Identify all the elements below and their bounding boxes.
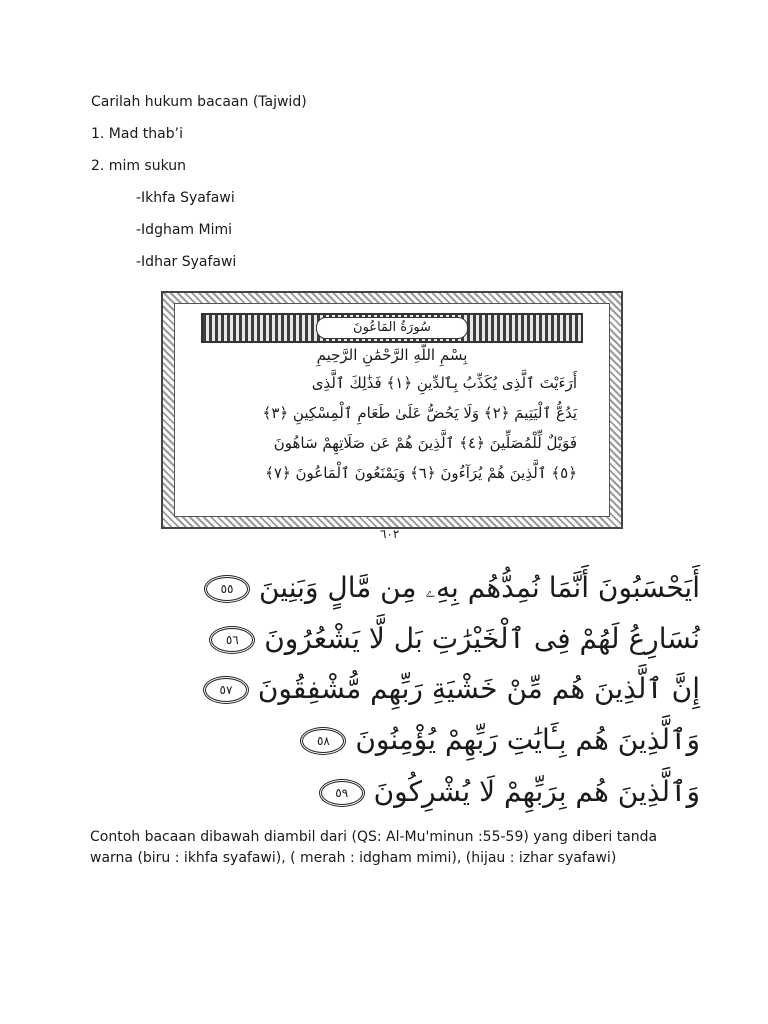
ayah-number-marker: ٥٥ bbox=[204, 575, 250, 603]
sub-idhar-syafawi: -Idhar Syafawi bbox=[136, 254, 237, 270]
item-mad-thabi: 1. Mad thab’i bbox=[91, 126, 183, 142]
surah-verse-line: أَرَءَيْتَ ٱلَّذِى يُكَذِّبُ بِٱلدِّينِ ﴿١﴾ فَذَٰلِكَ ٱلَّذِى bbox=[311, 374, 577, 392]
mushaf-page-number: ٦٠٢ bbox=[380, 527, 400, 541]
surah-verse-line: يَدُعُّ ٱلْيَتِيمَ ﴿٢﴾ وَلَا يَحُضُّ عَلَىٰ طَعَامِ ٱلْمِسْكِينِ ﴿٣﴾ bbox=[262, 404, 577, 422]
ayah-line-57 bbox=[191, 667, 700, 711]
ayah-text: إِنَّ ٱلَّذِينَ هُم مِّنْ خَشْيَةِ رَبِّهِم مُّشْفِقُونَ bbox=[257, 672, 700, 705]
ayah-line-55 bbox=[192, 566, 700, 610]
surah-al-maun-image bbox=[161, 291, 623, 529]
ayah-number-marker: ٥٨ bbox=[300, 727, 346, 755]
item-mim-sukun: 2. mim sukun bbox=[91, 158, 187, 174]
ayah-number-marker: ٥٧ bbox=[203, 676, 249, 704]
ayah-text: نُسَارِعُ لَهُمْ فِى ٱلْخَيْرَٰتِ بَل لَّا يَشْعُرُونَ bbox=[264, 622, 700, 655]
ayah-number-marker: ٥٦ bbox=[209, 626, 255, 654]
sub-ikhfa-syafawi: -Ikhfa Syafawi bbox=[136, 190, 235, 206]
surah-page-inner bbox=[174, 303, 610, 517]
surah-header-band bbox=[201, 313, 583, 343]
sub-idgham-mimi: -Idgham Mimi bbox=[136, 222, 232, 238]
ayah-line-59 bbox=[307, 770, 700, 814]
ayah-line-58 bbox=[288, 718, 700, 762]
ayah-text: أَيَحْسَبُونَ أَنَّمَا نُمِدُّهُم بِهِۦ مِن مَّالٍ وَبَنِينَ bbox=[258, 571, 700, 604]
surah-verse-line: فَوَيْلٌ لِّلْمُصَلِّينَ ﴿٤﴾ ٱلَّذِينَ هُمْ عَن صَلَاتِهِمْ سَاهُونَ bbox=[273, 434, 577, 452]
ayah-line-56 bbox=[197, 617, 700, 661]
ayah-number-marker: ٥٩ bbox=[319, 779, 365, 807]
task-heading: Carilah hukum bacaan (Tajwid) bbox=[91, 94, 307, 110]
surah-title: سُورَةُ المَاعُونَ bbox=[316, 317, 468, 339]
basmala: بِسْمِ اللَّهِ الرَّحْمَٰنِ الرَّحِيمِ bbox=[316, 346, 468, 364]
example-caption: Contoh bacaan dibawah diambil dari (QS: Al-Mu'minun :55-59) yang diberi tanda warna (biru : ikhfa syafawi), ( merah : idgham mimi), (hijau : izhar syafawi) bbox=[90, 829, 658, 866]
ayah-text: وَٱلَّذِينَ هُم بِرَبِّهِمْ لَا يُشْرِكُونَ bbox=[373, 775, 700, 808]
surah-verse-line: ﴿٥﴾ ٱلَّذِينَ هُمْ يُرَآءُونَ ﴿٦﴾ وَيَمْنَعُونَ ٱلْمَاعُونَ ﴿٧﴾ bbox=[265, 464, 577, 482]
ayah-text: وَٱلَّذِينَ هُم بِـَٔايَٰتِ رَبِّهِمْ يُؤْمِنُونَ bbox=[355, 723, 700, 756]
